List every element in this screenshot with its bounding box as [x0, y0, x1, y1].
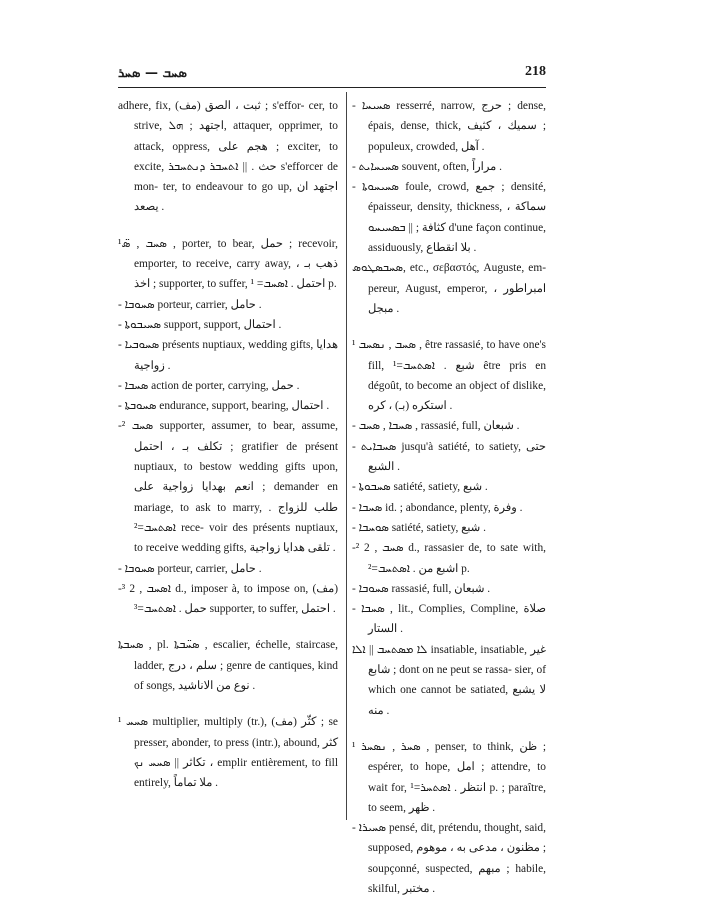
- dictionary-entry: - ܣܚܒܘܬܐ satiété, satiety, شبع .: [352, 481, 488, 494]
- dictionary-entry: - ܣܚܝܚܐ resserré, narrow, حرج ; dense, épais, dense, thick, سميك ، كثيف ; populeux, crowded, آهل .: [352, 100, 546, 153]
- page-number: 218: [525, 64, 546, 79]
- dictionary-entry: - ܣܘܚܒܐ satiété, satiety, شبع .: [352, 521, 486, 534]
- left-column: [118, 96, 338, 794]
- running-header: [118, 62, 546, 86]
- column-divider: [346, 92, 347, 820]
- dictionary-entry: - ܣܚܘܒܐ rassasié, full, شبعان .: [352, 582, 491, 595]
- dictionary-entry: - ܣܚܒܐ action de porter, carrying, حمل .: [118, 379, 300, 392]
- dictionary-entry: adhere, fix, (مف) ثبت ، الصق ; s'effor- cer, to strive, اجتهد ; ܗܠ, attaquer, opprimer, to attack, oppress, هجم على ; exciter, to excite, حث . || ܐܬܚܒܪ ܕܢܬܚܒܪ s'efforcer de mon- ter, to endeavour to go up, اجتهد ان يصعد .: [118, 100, 339, 214]
- dictionary-entry: ܣܚܒܬܐ , pl. ܣܚ̈ܒܬܐ , escalier, échelle, staircase, ladder, سلم ، درج ; genre de cantiques, kind of songs, نوع من الاناشيد .: [118, 639, 339, 693]
- dictionary-entry: ¹ ܣܚܪ , ܢܣܚܪ , penser, to think, ظن ; espérer, to hope, امل ; attendre, to wait for, انتظر . ܐܣܬܚܪ=¹ p. ; paraître, to seem, ظهر .: [352, 740, 547, 814]
- dictionary-entry: - ܣܚܝܚܘܬܐ foule, crowd, جمع ; densité, épaisseur, density, thickness, سماكة ، كثافة ; || ܒܣܚܝܚܘ d'une façon continue, assiduously, بلا انقطاع .: [352, 181, 547, 255]
- dictionary-entry: ¹ ܣܚܒ , ܢܣܚܒ , être rassasié, to have one's fill, شبع . ܐܣܬܚܒ=¹ être pris en dégoût, to become an object of dislike, استكره (بـ) ، كره .: [352, 339, 547, 413]
- header-rule: [118, 87, 546, 88]
- dictionary-entry: - ܣܚܒܐ id. ; abondance, plenty, وفرة .: [352, 501, 523, 514]
- dictionary-entry: ¹ ܣܚܚ multiplier, multiply (tr.), (مف) كثّر ; se presser, abonder, to press (intr.), abound, كثر ، تكاثر || ܣܚܚ ܢܟ emplir entièrement, to fill entirely, ملا تماماً .: [118, 716, 338, 790]
- dictionary-entry: - ܣܚܝܪܐ pensé, dit, prétendu, thought, said, supposed, مظنون ، مدعى به ، موهوم ; soupçonné, suspected, مبهم ; habile, skilful, مختبر .: [352, 822, 547, 895]
- header-title: ܣܚܒ — ܣܚܪ: [118, 66, 187, 81]
- dictionary-entry: ܣܚܒܣܛܘܣ, etc., σεβαστός, Auguste, em- pereur, August, emperor, امبراطور ، مبجل .: [352, 262, 546, 315]
- dictionary-entry: - ܣܚܒܐ , lit., Complies, Compline, صلاة الستار .: [352, 603, 546, 636]
- right-column: [352, 96, 546, 899]
- dictionary-entry: - ܣܚܝܒܘܬܐ support, support, احتمال .: [118, 318, 282, 331]
- dictionary-entry: -² ܣܚܒ , 2 d., rassasier de, to sate with, اشبع من . ܐܣܬܚܒ=² p.: [352, 542, 546, 575]
- dictionary-entry: - ܣܚܒܐ , ܣܚܒ , rassasié, full, شبعان .: [352, 420, 520, 433]
- dictionary-entry: -² ܣܚܒ supporter, assumer, to bear, assume, تكلف بـ ، احتمل ; gratifier de présent nuptiaux, to bestow wedding gifts upon, انعم بهدايا زواجية على ; demander en mariage, to ask to marry, طلب للزواج . ܐܣܬܚܒ=² rece- voir des présents nuptiaux, to receive wedding gifts, تلقى هدايا زواجية .: [118, 420, 338, 555]
- dictionary-entry: ¹ܣܚܒ , ܣ̈ , porter, to bear, حمل ; recevoir, emporter, to receive, carry away, ذهب بـ ، اخذ ; supporter, to suffer, احتمل . ܐܣܚܒ= ¹ p.: [118, 237, 338, 291]
- dictionary-entry: - ܣܚܘܒܐ porteur, carrier, حامل .: [118, 562, 262, 575]
- dictionary-entry: - ܣܚܘܒܝܐ présents nuptiaux, wedding gifts, هدايا زواجية .: [118, 339, 338, 372]
- dictionary-entry: - ܣܚܝܚܐܝܬ souvent, often, مراراً .: [352, 160, 502, 173]
- dictionary-entry: ܠܐ ܡܣܬܚܒ || ܐܠܐ insatiable, insatiable, غير شابع ; dont on ne peut se rassa- sier, of which one cannot be satiated, لا يشبع منه .: [352, 643, 546, 717]
- dictionary-entry: -³ ܐܣܚܒ , 2 d., imposer à, to impose on, (مف) حمل . ܐܣܬܚܒ=³ supporter, to suffer, احتمل .: [118, 582, 338, 616]
- dictionary-entry: - ܣܚܒܐܝܬ jusqu'à satiété, to satiety, حتى الشبع .: [352, 440, 546, 474]
- dictionary-entry: - ܣܚܘܒܐ porteur, carrier, حامل .: [118, 298, 262, 311]
- dictionary-entry: - ܣܚܘܒܬܐ endurance, support, bearing, احتمال .: [118, 400, 330, 413]
